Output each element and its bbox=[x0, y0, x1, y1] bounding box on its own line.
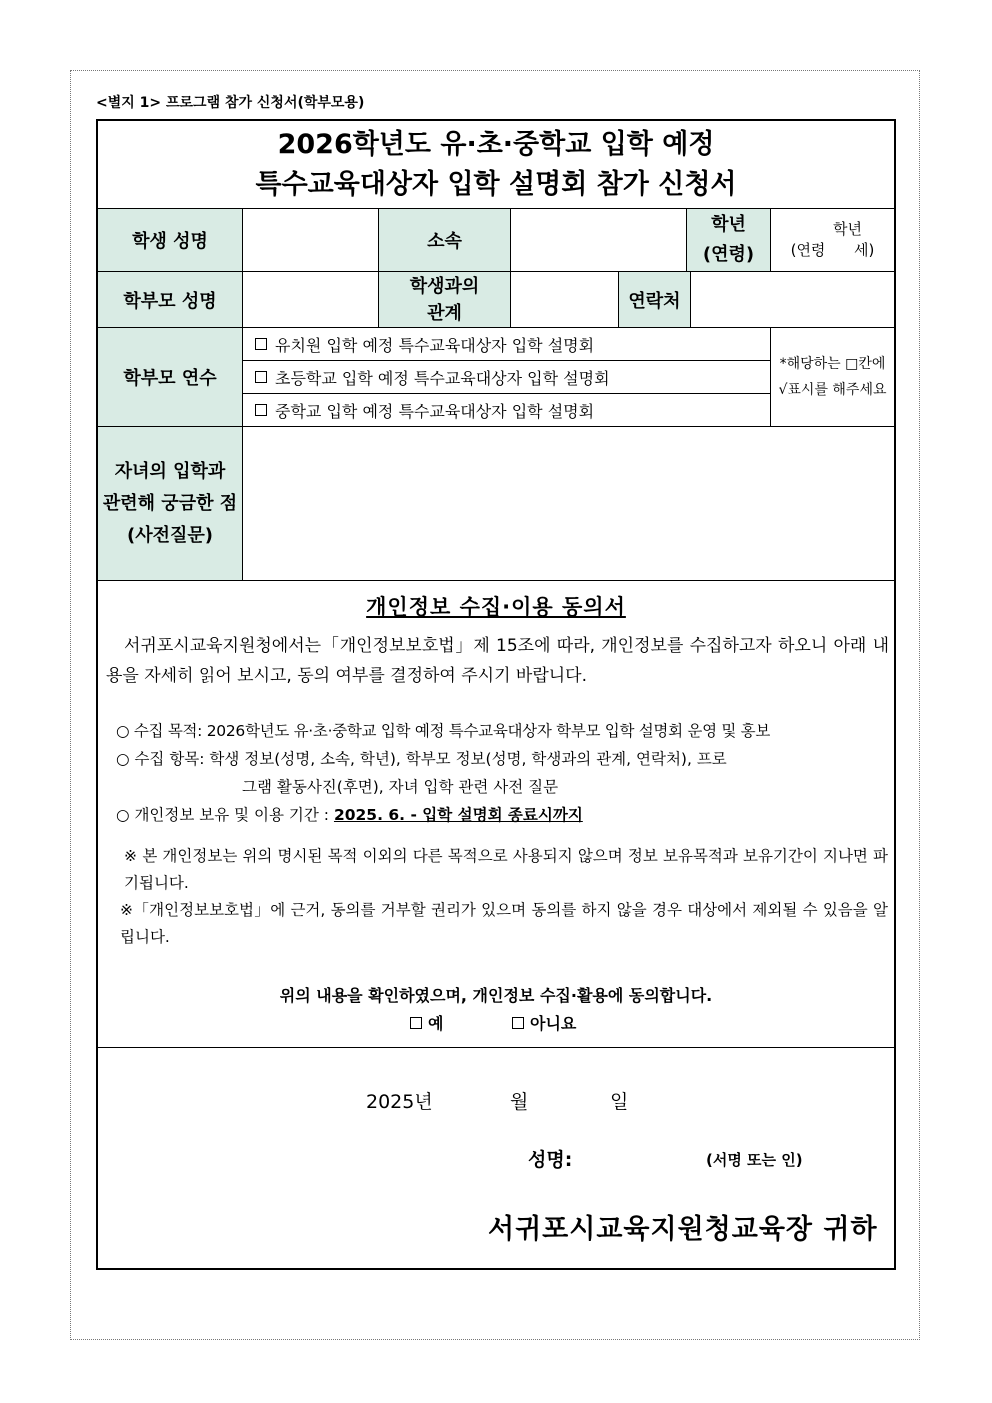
checkbox-icon[interactable] bbox=[255, 371, 267, 383]
grade-label-line1: 학년 bbox=[711, 214, 746, 235]
contact-field[interactable] bbox=[690, 271, 894, 327]
application-form bbox=[96, 119, 896, 1270]
contact-label: 연락처 bbox=[618, 271, 690, 327]
parent-name-label: 학부모 성명 bbox=[98, 271, 242, 327]
attachment-label: <별지 1> 프로그램 참가 신청서(학부모용) bbox=[96, 95, 365, 111]
training-option-elementary[interactable] bbox=[242, 360, 770, 393]
consent-title: 개인정보 수집·이용 동의서 bbox=[366, 595, 626, 619]
checkbox-icon[interactable] bbox=[410, 1017, 422, 1029]
grade-label bbox=[686, 209, 770, 271]
question-field[interactable] bbox=[242, 426, 894, 580]
question-label-line3: (사전질문) bbox=[126, 524, 213, 546]
question-label-line2: 관련해 궁금한 점 bbox=[102, 492, 238, 514]
check-instruction bbox=[770, 327, 894, 426]
divider bbox=[98, 1047, 894, 1048]
student-name-field[interactable] bbox=[242, 209, 378, 271]
grade-label-line2: (연령) bbox=[702, 244, 755, 265]
agree-no-option[interactable] bbox=[512, 1011, 576, 1034]
training-option-middle[interactable] bbox=[242, 393, 770, 426]
training-option-label: 유치원 입학 예정 특수교육대상자 입학 설명회 bbox=[275, 335, 595, 355]
relation-label-line1: 학생과의 bbox=[409, 275, 480, 297]
recipient: 서귀포시교육지원청교육장 귀하 bbox=[488, 1214, 878, 1245]
date-day: 일 bbox=[610, 1091, 629, 1113]
form-title-line2: 특수교육대상자 입학 설명회 참가 신청서 bbox=[255, 169, 737, 200]
agree-yes-option[interactable] bbox=[410, 1011, 443, 1034]
training-option-label: 중학교 입학 예정 특수교육대상자 입학 설명회 bbox=[275, 401, 595, 421]
training-option-label: 초등학교 입학 예정 특수교육대상자 입학 설명회 bbox=[275, 368, 610, 388]
consent-period-value: 2025. 6. - 입학 설명회 종료시까지 bbox=[333, 806, 583, 824]
question-label-line1: 자녀의 입학과 bbox=[114, 460, 226, 482]
form-title bbox=[98, 121, 894, 209]
affiliation-label: 소속 bbox=[378, 209, 510, 271]
form-title-line1: 2026학년도 유·초·중학교 입학 예정 bbox=[277, 129, 715, 160]
training-option-kindergarten[interactable] bbox=[242, 327, 770, 360]
grade-value-line2: (연령 세) bbox=[790, 241, 875, 259]
affiliation-field[interactable] bbox=[510, 209, 686, 271]
consent-items-line2: 그램 활동사진(후면), 자녀 입학 관련 사전 질문 bbox=[242, 778, 559, 796]
student-name-label: 학생 성명 bbox=[98, 209, 242, 271]
divider bbox=[98, 580, 894, 581]
checkbox-icon[interactable] bbox=[255, 404, 267, 416]
relation-label bbox=[378, 271, 510, 327]
check-instruction-line1: *해당하는 □칸에 bbox=[779, 356, 886, 372]
consent-period bbox=[116, 801, 888, 829]
relation-label-line2: 관계 bbox=[427, 302, 462, 324]
checkbox-icon[interactable] bbox=[255, 338, 267, 350]
parent-name-field[interactable] bbox=[242, 271, 378, 327]
check-instruction-line2: √표시를 해주세요 bbox=[778, 382, 887, 398]
consent-intro: 서귀포시교육지원청에서는「개인정보보호법」제 15조에 따라, 개인정보를 수집하고자 하오니 아래 내용을 자세히 읽어 보시고, 동의 여부를 결정하여 주시기 바랍니다. bbox=[106, 636, 889, 686]
consent-note-refuse: ※「개인정보보호법」에 근거, 동의를 거부할 권리가 있으며 동의를 하지 않을 경우 대상에서 제외될 수 있음을 알립니다. bbox=[120, 901, 888, 946]
consent-period-prefix: ○ 개인정보 보유 및 이용 기간 : bbox=[116, 806, 334, 824]
signer-name-label: 성명: bbox=[528, 1149, 573, 1171]
consent-purpose: ○ 수집 목적: 2026학년도 유·초·중학교 입학 예정 특수교육대상자 학부모 입학 설명회 운영 및 홍보 bbox=[116, 722, 771, 740]
date-month: 월 bbox=[510, 1091, 529, 1113]
agree-yes-label: 예 bbox=[428, 1014, 444, 1033]
sign-note: (서명 또는 인) bbox=[706, 1151, 803, 1169]
grade-field[interactable] bbox=[770, 209, 894, 271]
grade-value-line1: 학년 bbox=[833, 220, 862, 238]
relation-field[interactable] bbox=[510, 271, 618, 327]
agree-statement: 위의 내용을 확인하였으며, 개인정보 수집·활용에 동의합니다. bbox=[279, 986, 713, 1005]
date-year: 2025년 bbox=[366, 1091, 433, 1113]
consent-note-destroy: ※ 본 개인정보는 위의 명시된 목적 이외의 다른 목적으로 사용되지 않으며 정보 보유목적과 보유기간이 지나면 파기됩니다. bbox=[124, 847, 888, 892]
question-label bbox=[98, 426, 242, 580]
training-label: 학부모 연수 bbox=[98, 327, 242, 426]
consent-items-line1: ○ 수집 항목: 학생 정보(성명, 소속, 학년), 학부모 정보(성명, 학생과의 관계, 연락처), 프로 bbox=[116, 750, 727, 768]
agree-no-label: 아니요 bbox=[530, 1014, 577, 1033]
checkbox-icon[interactable] bbox=[512, 1017, 524, 1029]
